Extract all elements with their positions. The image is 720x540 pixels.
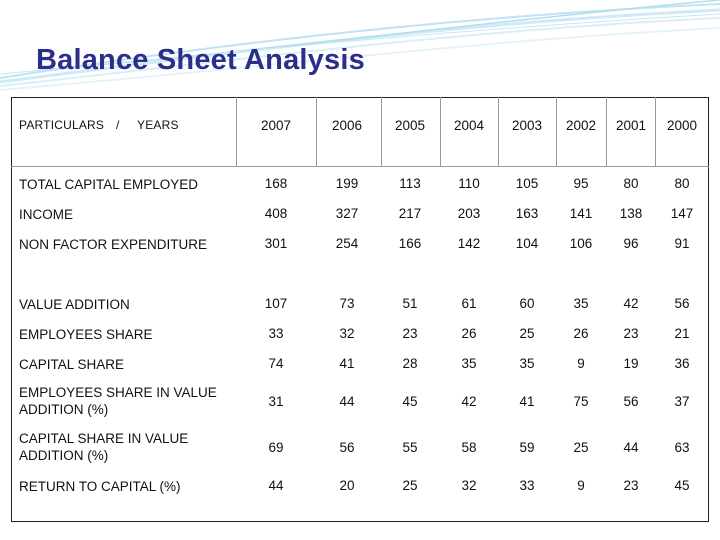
- table-cell: 69: [268, 440, 284, 455]
- row-label: RETURN TO CAPITAL (%): [19, 479, 181, 494]
- year-header-cell: 2007: [260, 118, 292, 133]
- table-cell: 31: [268, 394, 284, 409]
- table-cell: 56: [623, 394, 639, 409]
- table-cell: 96: [623, 236, 639, 251]
- table-cell: 51: [402, 296, 418, 311]
- table-cell: 74: [268, 356, 284, 371]
- table-cell: 42: [623, 296, 639, 311]
- header-column-divider: [381, 97, 382, 167]
- row-label: EMPLOYEES SHARE: [19, 327, 153, 342]
- table-cell: 28: [402, 356, 418, 371]
- row-label: CAPITAL SHARE IN VALUE ADDITION (%): [19, 431, 189, 463]
- header-column-divider: [556, 97, 557, 167]
- table-cell: 106: [569, 236, 593, 251]
- row-label: INCOME: [19, 207, 73, 222]
- table-cell: 26: [461, 326, 477, 341]
- row-label: CAPITAL SHARE: [19, 357, 125, 372]
- table-cell: 104: [515, 236, 539, 251]
- table-cell: 327: [335, 206, 359, 221]
- table-cell: 23: [623, 326, 639, 341]
- table-cell: 80: [674, 176, 690, 191]
- table-cell: 60: [519, 296, 535, 311]
- table-cell: 141: [569, 206, 593, 221]
- header-column-divider: [606, 97, 607, 167]
- row-label: EMPLOYEES SHARE IN VALUE ADDITION (%): [19, 385, 217, 417]
- table-cell: 199: [335, 176, 359, 191]
- table-cell: 58: [461, 440, 477, 455]
- table-cell: 23: [402, 326, 418, 341]
- table-cell: 73: [339, 296, 355, 311]
- year-header-cell: 2001: [615, 118, 647, 133]
- table-cell: 44: [268, 478, 284, 493]
- table-cell: 32: [461, 478, 477, 493]
- table-cell: 168: [264, 176, 288, 191]
- table-cell: 61: [461, 296, 477, 311]
- page-title: Balance Sheet Analysis: [36, 44, 365, 76]
- header-column-divider: [236, 97, 237, 167]
- header-column-divider: [655, 97, 656, 167]
- table-cell: 91: [674, 236, 690, 251]
- table-cell: 203: [457, 206, 481, 221]
- year-header-cell: 2000: [666, 118, 698, 133]
- table-cell: 35: [461, 356, 477, 371]
- table-cell: 9: [577, 356, 585, 371]
- table-cell: 25: [519, 326, 535, 341]
- table-cell: 107: [264, 296, 288, 311]
- table-cell: 33: [519, 478, 535, 493]
- header-particulars: PARTICULARS: [19, 118, 105, 132]
- year-header-cell: 2005: [394, 118, 426, 133]
- header-column-divider: [316, 97, 317, 167]
- header-divider: [11, 166, 709, 167]
- table-cell: 105: [515, 176, 539, 191]
- table-cell: 44: [339, 394, 355, 409]
- table-cell: 45: [402, 394, 418, 409]
- table-cell: 26: [573, 326, 589, 341]
- table-cell: 301: [264, 236, 288, 251]
- table-cell: 33: [268, 326, 284, 341]
- row-label: VALUE ADDITION: [19, 297, 130, 312]
- table-cell: 35: [519, 356, 535, 371]
- header-column-divider: [440, 97, 441, 167]
- header-years: YEARS: [137, 118, 179, 132]
- table-cell: 32: [339, 326, 355, 341]
- year-header-cell: 2004: [453, 118, 485, 133]
- table-cell: 21: [674, 326, 690, 341]
- table-cell: 37: [674, 394, 690, 409]
- table-cell: 59: [519, 440, 535, 455]
- table-cell: 41: [339, 356, 355, 371]
- table-cell: 63: [674, 440, 690, 455]
- table-cell: 138: [619, 206, 643, 221]
- header-separator: /: [116, 118, 120, 132]
- table-cell: 45: [674, 478, 690, 493]
- table-cell: 95: [573, 176, 589, 191]
- table-cell: 408: [264, 206, 288, 221]
- table-cell: 25: [573, 440, 589, 455]
- table-cell: 23: [623, 478, 639, 493]
- table-cell: 25: [402, 478, 418, 493]
- year-header-cell: 2006: [331, 118, 363, 133]
- table-cell: 113: [399, 176, 421, 191]
- table-cell: 19: [623, 356, 639, 371]
- table-cell: 20: [339, 478, 355, 493]
- row-label: TOTAL CAPITAL EMPLOYED: [19, 177, 199, 192]
- table-cell: 42: [461, 394, 477, 409]
- table-cell: 36: [674, 356, 690, 371]
- table-cell: 110: [458, 176, 480, 191]
- table-cell: 9: [577, 478, 585, 493]
- table-cell: 55: [402, 440, 418, 455]
- table-cell: 75: [573, 394, 589, 409]
- table-cell: 147: [670, 206, 694, 221]
- year-header-cell: 2002: [565, 118, 597, 133]
- table-cell: 56: [674, 296, 690, 311]
- table-cell: 35: [573, 296, 589, 311]
- table-cell: 217: [398, 206, 422, 221]
- table-cell: 44: [623, 440, 639, 455]
- year-header-cell: 2003: [511, 118, 543, 133]
- table-cell: 166: [398, 236, 422, 251]
- table-cell: 41: [519, 394, 535, 409]
- table-cell: 254: [335, 236, 359, 251]
- table-cell: 142: [457, 236, 481, 251]
- table-cell: 163: [515, 206, 539, 221]
- table-cell: 56: [339, 440, 355, 455]
- header-column-divider: [498, 97, 499, 167]
- row-label: NON FACTOR EXPENDITURE: [19, 237, 208, 252]
- table-cell: 80: [623, 176, 639, 191]
